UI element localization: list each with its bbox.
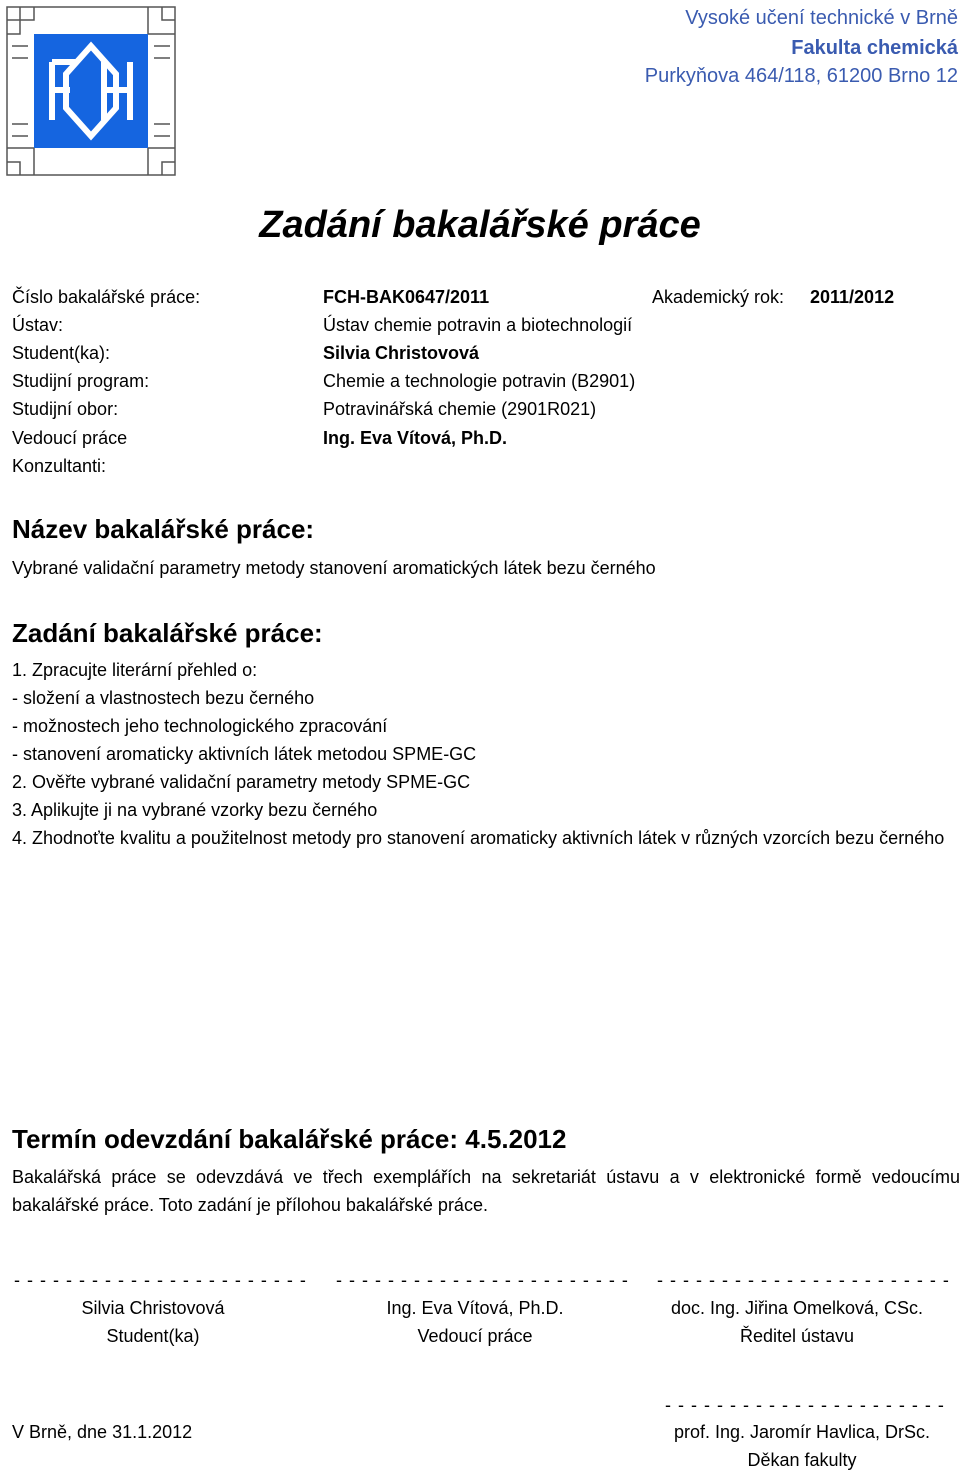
thesis-name-text: Vybrané validační parametry metody stanovení aromatických látek bezu černého	[12, 558, 656, 578]
field-label: Studijní obor:	[12, 399, 119, 419]
supervisor-label: Vedoucí práce	[12, 428, 128, 448]
faculty-address: Purkyňova 464/118, 61200 Brno 12	[644, 65, 958, 87]
deadline-text: Bakalářská práce se odevzdává ve třech exemplářích na sekretariát ústavu a v elektronické formě vedoucímu bakalářské práce. Toto zadání je přílohou bakalářské práce.	[12, 1167, 960, 1215]
signatory-dean-role: Děkan fakulty	[747, 1450, 857, 1470]
assignment-item-4: 4. Zhodnoťte kvalitu a použitelnost metody pro stanovení aromaticky aktivních látek v různých vzorcích bezu černého	[12, 828, 945, 848]
student-label: Student(ka):	[12, 343, 111, 363]
supervisor-value: Ing. Eva Vítová, Ph.D.	[323, 428, 508, 448]
signatory-director-name: doc. Ing. Jiřina Omelková, CSc.	[670, 1298, 924, 1318]
student-value: Silvia Christovová	[323, 343, 480, 363]
assignment-item: - možnostech jeho technologického zpracování	[12, 716, 388, 736]
field-value: Potravinářská chemie (2901R021)	[323, 399, 597, 419]
signatory-student-role: Student(ka)	[106, 1326, 200, 1346]
place-date: V Brně, dne 31.1.2012	[12, 1422, 193, 1442]
signatory-dean-name: prof. Ing. Jaromír Havlica, DrSc.	[673, 1422, 931, 1442]
thesis-number: FCH-BAK0647/2011	[323, 287, 490, 307]
institute-label: Ústav:	[12, 315, 64, 335]
faculty-logo	[6, 6, 176, 176]
thesis-number-label: Číslo bakalářské práce:	[12, 287, 201, 307]
consultants-label: Konzultanti:	[12, 456, 107, 476]
page-title: Zadání bakalářské práce	[259, 204, 701, 246]
academic-year: 2011/2012	[810, 287, 895, 307]
assignment-item: 1. Zpracujte literární přehled o:	[12, 660, 258, 680]
program-label: Studijní program:	[12, 371, 150, 391]
signature-line-director: - - - - - - - - - - - - - - - - - - - - - - -	[657, 1270, 950, 1290]
signatory-supervisor-name: Ing. Eva Vítová, Ph.D.	[386, 1298, 564, 1318]
faculty-name: Fakulta chemická	[791, 37, 958, 59]
signatory-director-role: Ředitel ústavu	[739, 1326, 855, 1346]
signature-line-supervisor: - - - - - - - - - - - - - - - - - - - - - - -	[336, 1270, 629, 1290]
assignment-item: 2. Ověřte vybrané validační parametry metody SPME-GC	[12, 772, 471, 792]
signature-line-student: - - - - - - - - - - - - - - - - - - - - - - -	[14, 1270, 307, 1290]
assignment-item: - složení a vlastnostech bezu černého	[12, 688, 315, 708]
signatory-student-name: Silvia Christovová	[81, 1298, 225, 1318]
signatory-supervisor-role: Vedoucí práce	[417, 1326, 533, 1346]
deadline-heading: Termín odevzdání bakalářské práce: 4.5.2012	[12, 1124, 567, 1154]
signature-line-dean: - - - - - - - - - - - - - - - - - - - - - -	[665, 1395, 945, 1415]
academic-year-label: Akademický rok:	[652, 287, 785, 307]
institute-value: Ústav chemie potravin a biotechnologií	[323, 315, 633, 335]
assignment-item: 3. Aplikujte ji na vybrané vzorky bezu černého	[12, 800, 378, 820]
assignment-heading: Zadání bakalářské práce:	[12, 618, 323, 648]
program-value: Chemie a technologie potravin (B2901)	[323, 371, 636, 391]
assignment-item: - stanovení aromaticky aktivních látek metodou SPME-GC	[12, 744, 477, 764]
university-name: Vysoké učení technické v Brně	[685, 7, 958, 29]
thesis-name-heading: Název bakalářské práce:	[12, 514, 315, 544]
